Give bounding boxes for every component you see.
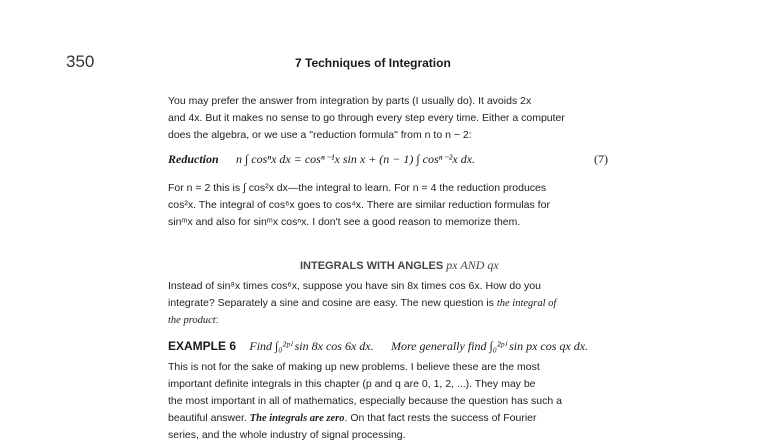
reduction-formula [168,152,608,167]
example-task: Find ∫₀²ᵖⁱ sin 8x cos 6x dx. [249,339,374,353]
text-line: important definite integrals in this chapter (p and q are 0, 1, 2, ...). They may be [168,378,536,390]
equation-number: (7) [594,152,608,166]
formula-equation: n ∫ cosⁿx dx = cosⁿ⁻¹x sin x + (n − 1) ∫ cosⁿ⁻²x dx. [236,152,476,166]
formula-label: Reduction [168,152,219,166]
example-6 [168,339,588,354]
page-number: 350 [66,52,95,71]
text-line: sinᵐx and also for sinᵐx cosⁿx. I don't see a good reason to memorize them. [168,216,521,228]
chapter-title: 7 Techniques of Integration [295,56,451,70]
text-line: beautiful answer. The integrals are zero. On that fact rests the success of Fourier [168,412,537,424]
paragraph-angles [168,278,556,329]
paragraph-reduction [168,180,550,231]
text-line: cos²x. The integral of cos⁶x goes to cos⁴x. There are similar reduction formulas for [168,199,550,211]
emphasis-text: the product [168,315,216,326]
section-heading-text: INTEGRALS WITH ANGLES [300,260,444,272]
text-line: series, and the whole industry of signal processing. [168,429,406,441]
text-line: and 4x. But it makes no sense to go through every step every time. Either a computer [168,112,565,124]
text-line: This is not for the sake of making up new problems. I believe these are the most [168,361,540,373]
example-label: EXAMPLE 6 [168,339,237,353]
emphasis-text: the integral of [496,298,557,309]
text-line: the most important in all of mathematics, especially because the question has such a [168,395,562,407]
text-line: integrate? Separately a sine and cosine are easy. The new question is the integral of [168,297,557,309]
bold-emphasis: The integrals are zero [249,413,345,424]
section-heading-math: px AND qx [446,258,499,272]
text-line: You may prefer the answer from integration by parts (I usually do). It avoids 2x [168,95,532,107]
example-general-task: More generally find ∫₀²ᵖⁱ sin px cos qx dx. [390,339,589,353]
section-heading [300,258,499,273]
text-line: the product: [168,314,219,326]
text-line: Instead of sin⁸x times cos⁶x, suppose you have sin 8x times cos 6x. How do you [168,280,541,292]
text-line: For n = 2 this is ∫ cos²x dx—the integral to learn. For n = 4 the reduction produces [168,182,547,194]
paragraph-fourier [168,359,562,444]
text-line: does the algebra, or we use a "reduction formula" from n to n − 2: [168,129,472,141]
paragraph-intro [168,93,565,144]
